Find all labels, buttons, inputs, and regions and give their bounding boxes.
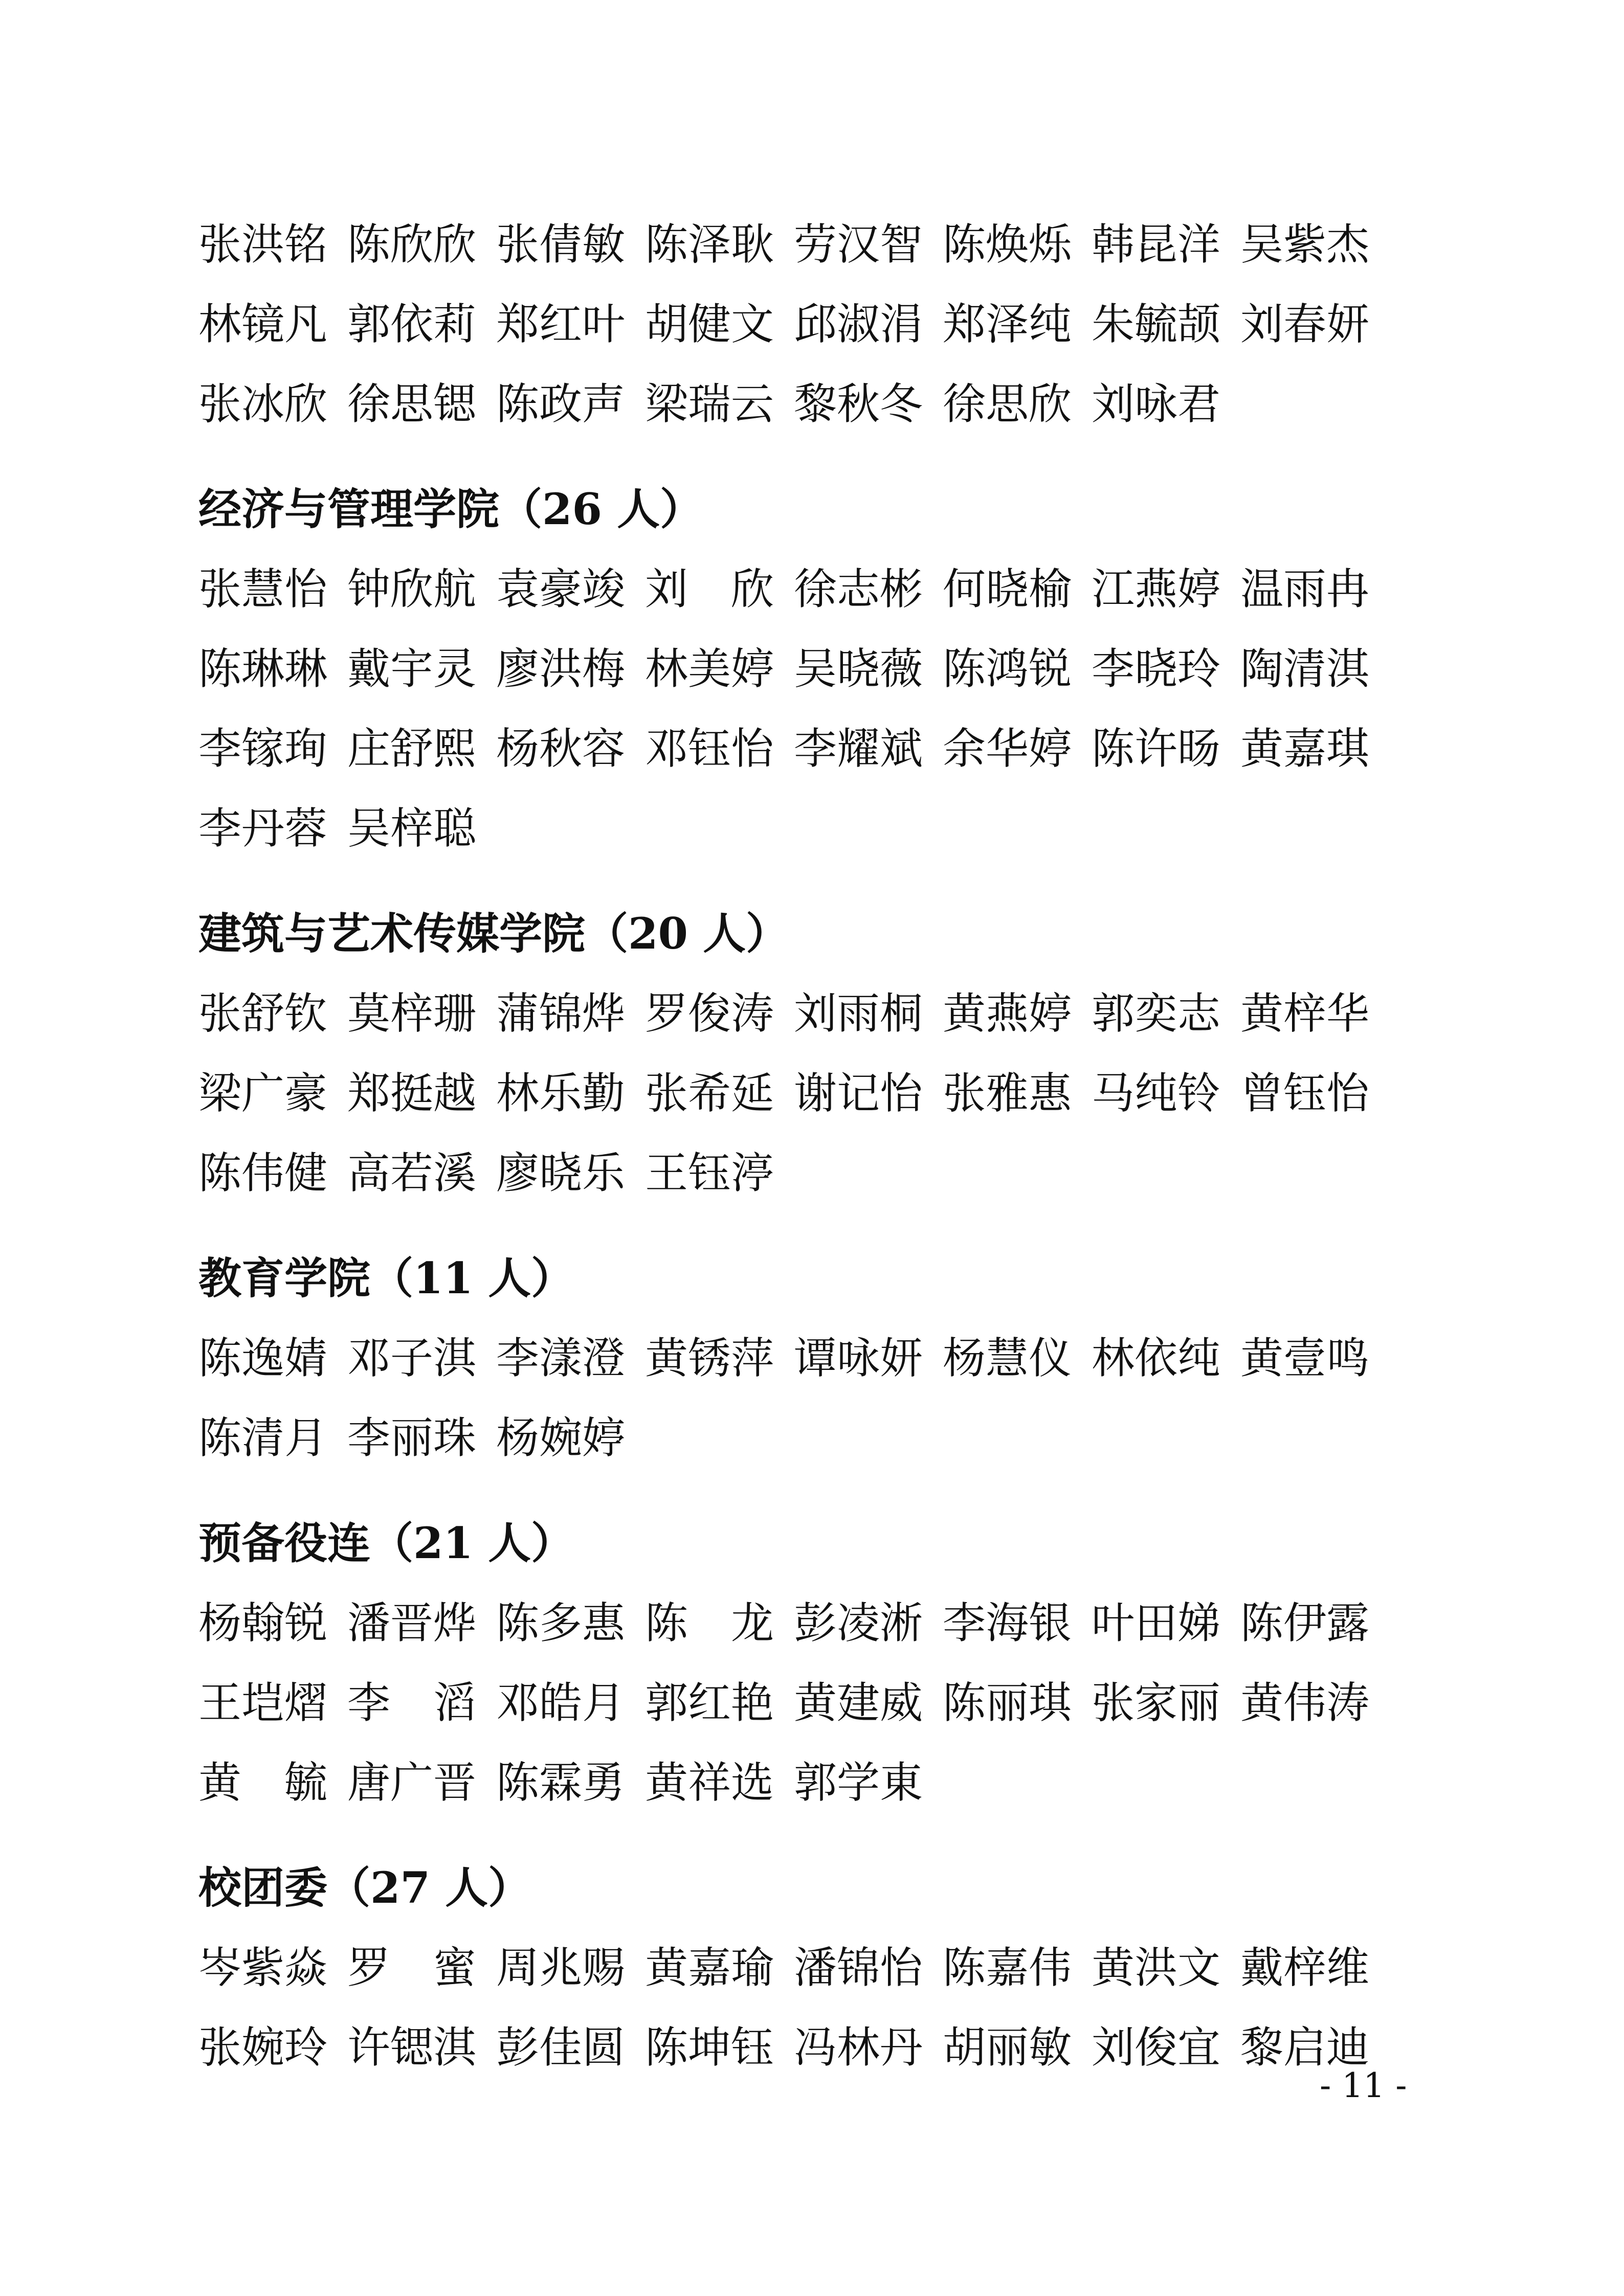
sections: [198, 469, 1436, 2087]
person-name: 彭凌淅: [794, 1598, 923, 1648]
person-name: 林乐勤: [496, 1068, 626, 1118]
person-name: 邓皓月: [496, 1678, 626, 1728]
person-name: 邓子淇: [347, 1333, 477, 1383]
person-name: 徐志彬: [794, 564, 923, 614]
person-name: 李丹蓉: [198, 803, 328, 853]
person-name: 陈伊露: [1240, 1598, 1370, 1648]
person-name: 刘俊宜: [1092, 2022, 1221, 2073]
person-name: 黄嘉琪: [1240, 724, 1370, 774]
name-row: [198, 1318, 1436, 1398]
person-name: 郭奕志: [1092, 988, 1221, 1039]
person-name: 黄 毓: [198, 1758, 328, 1808]
name-list: [198, 1318, 1436, 1478]
person-name: 李晓玲: [1092, 644, 1221, 694]
name-row: [198, 2008, 1436, 2087]
person-name: 郑挺越: [347, 1068, 477, 1118]
person-name: 郭学東: [794, 1758, 923, 1808]
person-name: 韩昆洋: [1092, 219, 1221, 269]
person-name: 邱淑涓: [794, 299, 923, 349]
person-name: 温雨冉: [1240, 564, 1370, 614]
section-heading: 建筑与艺术传媒学院（20 人）: [198, 908, 789, 959]
name-row: [198, 1053, 1436, 1133]
person-name: 吴晓薇: [794, 644, 923, 694]
person-name: 余华婷: [943, 724, 1072, 774]
person-name: 杨慧仪: [943, 1333, 1072, 1383]
person-name: 邓钰怡: [645, 724, 774, 774]
name-row: [198, 629, 1436, 709]
name-list: [198, 1583, 1436, 1822]
person-name: 张雅惠: [943, 1068, 1072, 1118]
person-name: 黄燕婷: [943, 988, 1072, 1039]
person-name: 陈鸿锐: [943, 644, 1072, 694]
name-row: [198, 1928, 1436, 2008]
name-list-continued: [198, 205, 1436, 444]
person-name: 陈泽耿: [645, 219, 774, 269]
person-name: 林镜凡: [198, 299, 328, 349]
person-name: 廖洪梅: [496, 644, 626, 694]
person-name: 陈逸婧: [198, 1333, 328, 1383]
person-name: 陈伟健: [198, 1148, 328, 1198]
person-name: 陈坤钰: [645, 2022, 774, 2073]
person-name: 林依纯: [1092, 1333, 1221, 1383]
person-name: 袁豪竣: [496, 564, 626, 614]
person-name: 高若溪: [347, 1148, 477, 1198]
person-name: 张慧怡: [198, 564, 328, 614]
name-row: [198, 709, 1436, 789]
person-name: 许锶淇: [347, 2022, 477, 2073]
section: [198, 469, 1436, 868]
person-name: 潘晋烨: [347, 1598, 477, 1648]
person-name: 黄祥选: [645, 1758, 774, 1808]
person-name: 黎秋冬: [794, 379, 923, 429]
person-name: 黄伟涛: [1240, 1678, 1370, 1728]
person-name: 杨翰锐: [198, 1598, 328, 1648]
section: [198, 1503, 1436, 1822]
person-name: 陈 龙: [645, 1598, 774, 1648]
name-row: [198, 1663, 1436, 1743]
person-name: 陈嘉伟: [943, 1943, 1072, 1993]
person-name: 陈许旸: [1092, 724, 1221, 774]
person-name: 陈琳琳: [198, 644, 328, 694]
person-name: 李耀斌: [794, 724, 923, 774]
person-name: 张婉玲: [198, 2022, 328, 2073]
name-row: [198, 284, 1436, 364]
person-name: 郭红艳: [645, 1678, 774, 1728]
person-name: 刘咏君: [1092, 379, 1221, 429]
section-heading: 经济与管理学院（26 人）: [198, 484, 703, 534]
person-name: 黄建威: [794, 1678, 923, 1728]
person-name: 王垲熠: [198, 1678, 328, 1728]
person-name: 罗俊涛: [645, 988, 774, 1039]
name-row: [198, 789, 1436, 868]
person-name: 黄锈萍: [645, 1333, 774, 1383]
name-list: [198, 549, 1436, 868]
person-name: 岑紫焱: [198, 1943, 328, 1993]
person-name: 李 滔: [347, 1678, 477, 1728]
person-name: 张家丽: [1092, 1678, 1221, 1728]
person-name: 张冰欣: [198, 379, 328, 429]
person-name: 劳汉智: [794, 219, 923, 269]
person-name: 叶田娣: [1092, 1598, 1221, 1648]
person-name: 罗 蜜: [347, 1943, 477, 1993]
person-name: 谢记怡: [794, 1068, 923, 1118]
person-name: 杨秋容: [496, 724, 626, 774]
person-name: 黄洪文: [1092, 1943, 1221, 1993]
person-name: 陈焕烁: [943, 219, 1072, 269]
name-list: [198, 1928, 1436, 2087]
person-name: 曾钰怡: [1240, 1068, 1370, 1118]
person-name: 林美婷: [645, 644, 774, 694]
section-heading: 校团委（27 人）: [198, 1862, 531, 1913]
person-name: 陈多惠: [496, 1598, 626, 1648]
person-name: 黄嘉瑜: [645, 1943, 774, 1993]
person-name: 徐思欣: [943, 379, 1072, 429]
person-name: 杨婉婷: [496, 1413, 626, 1463]
section: [198, 1239, 1436, 1478]
name-row: [198, 1743, 1436, 1822]
section-heading: 教育学院（11 人）: [198, 1253, 574, 1303]
person-name: 庄舒熙: [347, 724, 477, 774]
person-name: 李丽珠: [347, 1413, 477, 1463]
person-name: 蒲锦烨: [496, 988, 626, 1039]
document-body: [198, 205, 1436, 2087]
person-name: 吴紫杰: [1240, 219, 1370, 269]
name-list: [198, 974, 1436, 1213]
person-name: 张洪铭: [198, 219, 328, 269]
person-name: 莫梓珊: [347, 988, 477, 1039]
name-row: [198, 1583, 1436, 1663]
person-name: 黄壹鸣: [1240, 1333, 1370, 1383]
person-name: 陈政声: [496, 379, 626, 429]
person-name: 郭依莉: [347, 299, 477, 349]
section: [198, 894, 1436, 1213]
person-name: 黎启迪: [1240, 2022, 1370, 2073]
person-name: 郑红叶: [496, 299, 626, 349]
person-name: 马纯铃: [1092, 1068, 1221, 1118]
person-name: 胡健文: [645, 299, 774, 349]
person-name: 冯林丹: [794, 2022, 923, 2073]
person-name: 刘春妍: [1240, 299, 1370, 349]
section: [198, 1848, 1436, 2087]
name-row: [198, 364, 1436, 444]
person-name: 陈丽琪: [943, 1678, 1072, 1728]
person-name: 陈欣欣: [347, 219, 477, 269]
name-row: [198, 205, 1436, 284]
page-number: - 11 -: [1320, 2066, 1407, 2105]
person-name: 吴梓聪: [347, 803, 477, 853]
name-row: [198, 549, 1436, 629]
person-name: 江燕婷: [1092, 564, 1221, 614]
person-name: 何晓榆: [943, 564, 1072, 614]
person-name: 徐思锶: [347, 379, 477, 429]
person-name: 廖晓乐: [496, 1148, 626, 1198]
person-name: 潘锦怡: [794, 1943, 923, 1993]
person-name: 刘雨桐: [794, 988, 923, 1039]
person-name: 周兆赐: [496, 1943, 626, 1993]
person-name: 黄梓华: [1240, 988, 1370, 1039]
person-name: 张希延: [645, 1068, 774, 1118]
person-name: 刘 欣: [645, 564, 774, 614]
person-name: 李镓珣: [198, 724, 328, 774]
person-name: 朱毓颉: [1092, 299, 1221, 349]
person-name: 李漾澄: [496, 1333, 626, 1383]
person-name: 谭咏妍: [794, 1333, 923, 1383]
person-name: 戴梓维: [1240, 1943, 1370, 1993]
name-row: [198, 1133, 1436, 1213]
person-name: 张舒钦: [198, 988, 328, 1039]
person-name: 陈清月: [198, 1413, 328, 1463]
person-name: 张倩敏: [496, 219, 626, 269]
person-name: 彭佳圆: [496, 2022, 626, 2073]
person-name: 梁瑞云: [645, 379, 774, 429]
person-name: 李海银: [943, 1598, 1072, 1648]
section-heading: 预备役连（21 人）: [198, 1518, 574, 1568]
name-row: [198, 1398, 1436, 1478]
person-name: 王钰渟: [645, 1148, 774, 1198]
person-name: 陈霖勇: [496, 1758, 626, 1808]
person-name: 唐广晋: [347, 1758, 477, 1808]
person-name: 陶清淇: [1240, 644, 1370, 694]
person-name: 戴宇灵: [347, 644, 477, 694]
person-name: 胡丽敏: [943, 2022, 1072, 2073]
person-name: 钟欣航: [347, 564, 477, 614]
name-row: [198, 974, 1436, 1053]
person-name: 郑泽纯: [943, 299, 1072, 349]
person-name: 梁广豪: [198, 1068, 328, 1118]
